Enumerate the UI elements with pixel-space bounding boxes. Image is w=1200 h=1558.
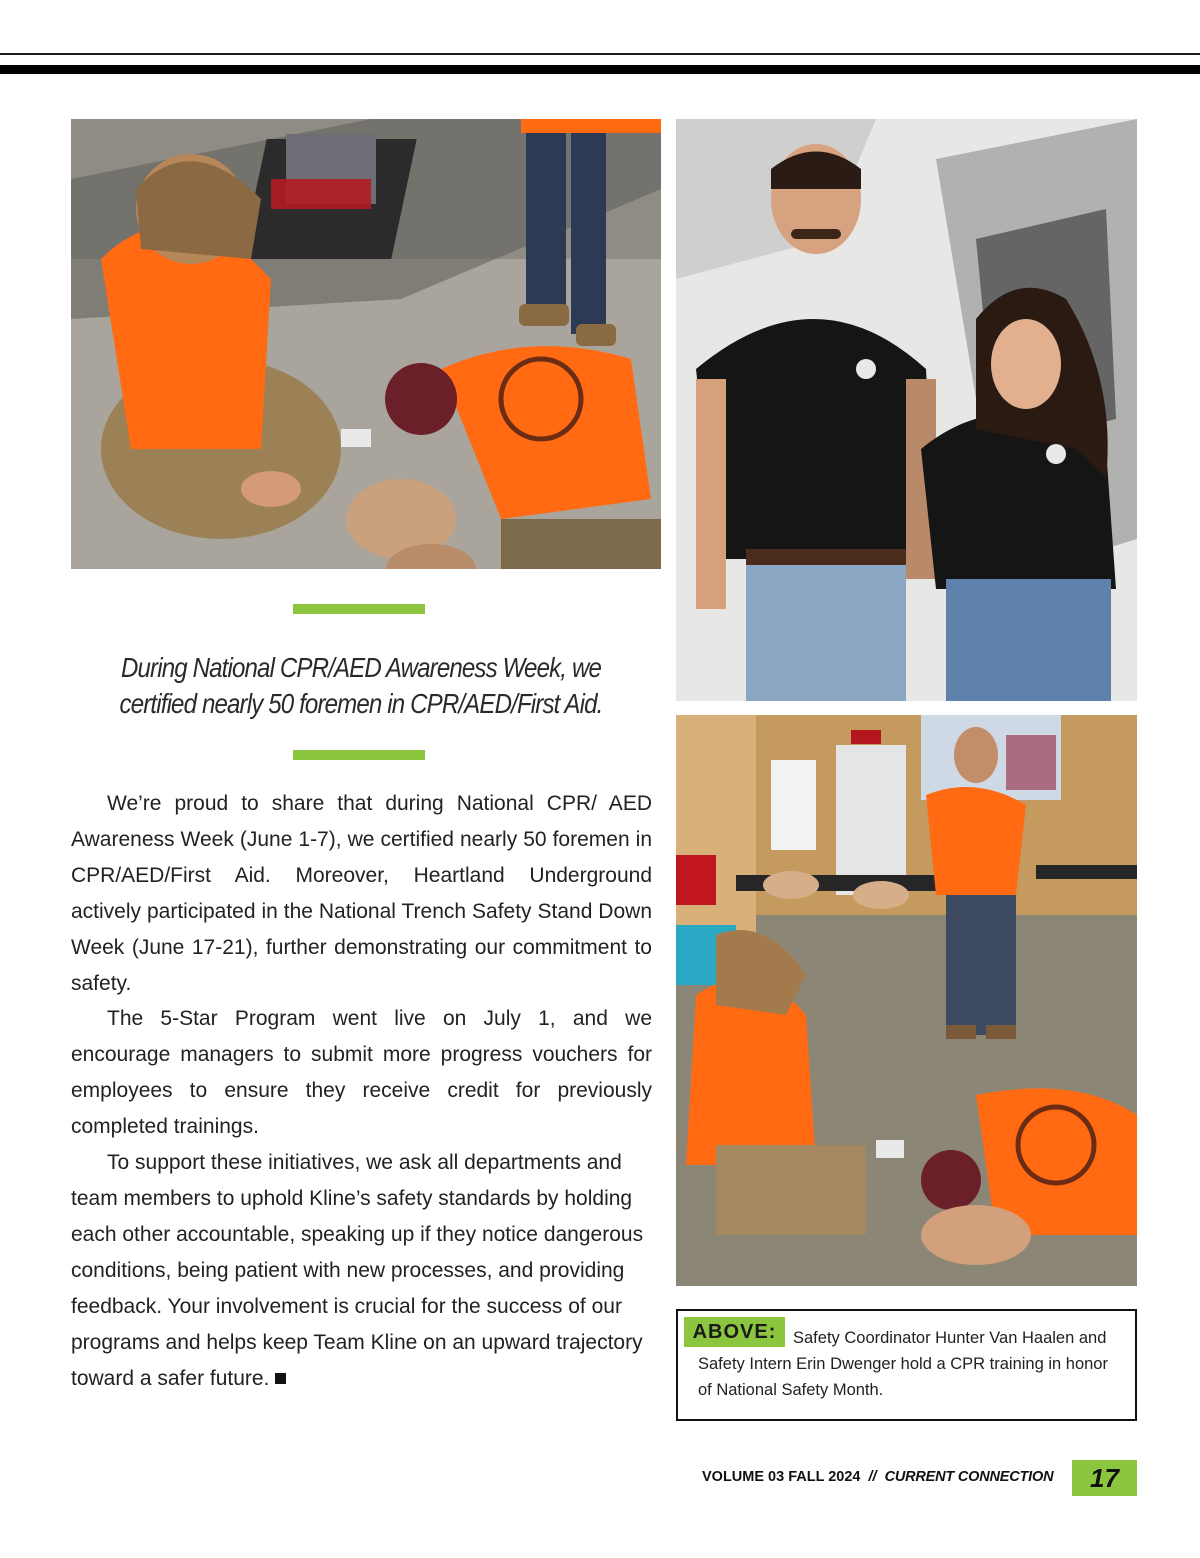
pullquote xyxy=(71,650,651,722)
pullquote-bar-top xyxy=(293,604,425,614)
footer-season: FALL 2024 xyxy=(788,1469,861,1485)
pullquote-line-1: During National CPR/AED Awareness Week, we xyxy=(120,652,602,683)
header-rule-thick xyxy=(0,65,1200,74)
end-of-article-mark xyxy=(275,1373,286,1384)
header-rule-thin xyxy=(0,53,1200,55)
footer-publication: CURRENT CONNECTION xyxy=(884,1469,1054,1485)
caption-label: ABOVE: xyxy=(684,1317,785,1347)
footer-folio xyxy=(702,1469,1053,1485)
page-number: 17 xyxy=(1072,1460,1137,1496)
staff-portrait-photo xyxy=(676,119,1137,701)
body-paragraph-3-text: To support these initiatives, we ask all departments and team members to uphold Kline’s safety standards by holding each other accountable, speaking up if they notice dangerous conditions, being patient with new processes, and providing feedback. Your involvement is crucial for the success of our programs and helps keep Team Kline on an upward trajectory toward a safer future. xyxy=(71,1151,644,1390)
cpr-training-photo xyxy=(71,119,661,569)
pullquote-line-2: certified nearly 50 foremen in CPR/AED/First Aid. xyxy=(119,688,603,719)
body-paragraph-2: The 5-Star Program went live on July 1, and we encourage managers to submit more progress vouchers for employees to ensure they receive credit for previously completed trainings. xyxy=(71,1007,652,1139)
caption-text: Safety Coordinator Hunter Van Haalen and Safety Intern Erin Dwenger hold a CPR training in honor of National Safety Month. xyxy=(698,1329,1108,1399)
body-paragraph-3 xyxy=(71,1145,652,1396)
footer-separator: // xyxy=(868,1469,877,1485)
photo-caption-box xyxy=(676,1309,1137,1421)
body-paragraph-1: We’re proud to share that during National CPR/ AED Awareness Week (June 1-7), we certified nearly 50 foremen in CPR/AED/First Aid. Moreover, Heartland Underground actively participated in the National Trench Safety Stand Down Week (June 17-21), further demonstrating our commitment to safety. xyxy=(71,792,652,995)
training-room-photo xyxy=(676,715,1137,1286)
pullquote-bar-bottom xyxy=(293,750,425,760)
article-body xyxy=(71,786,652,1396)
footer-volume: VOLUME 03 xyxy=(702,1469,785,1485)
